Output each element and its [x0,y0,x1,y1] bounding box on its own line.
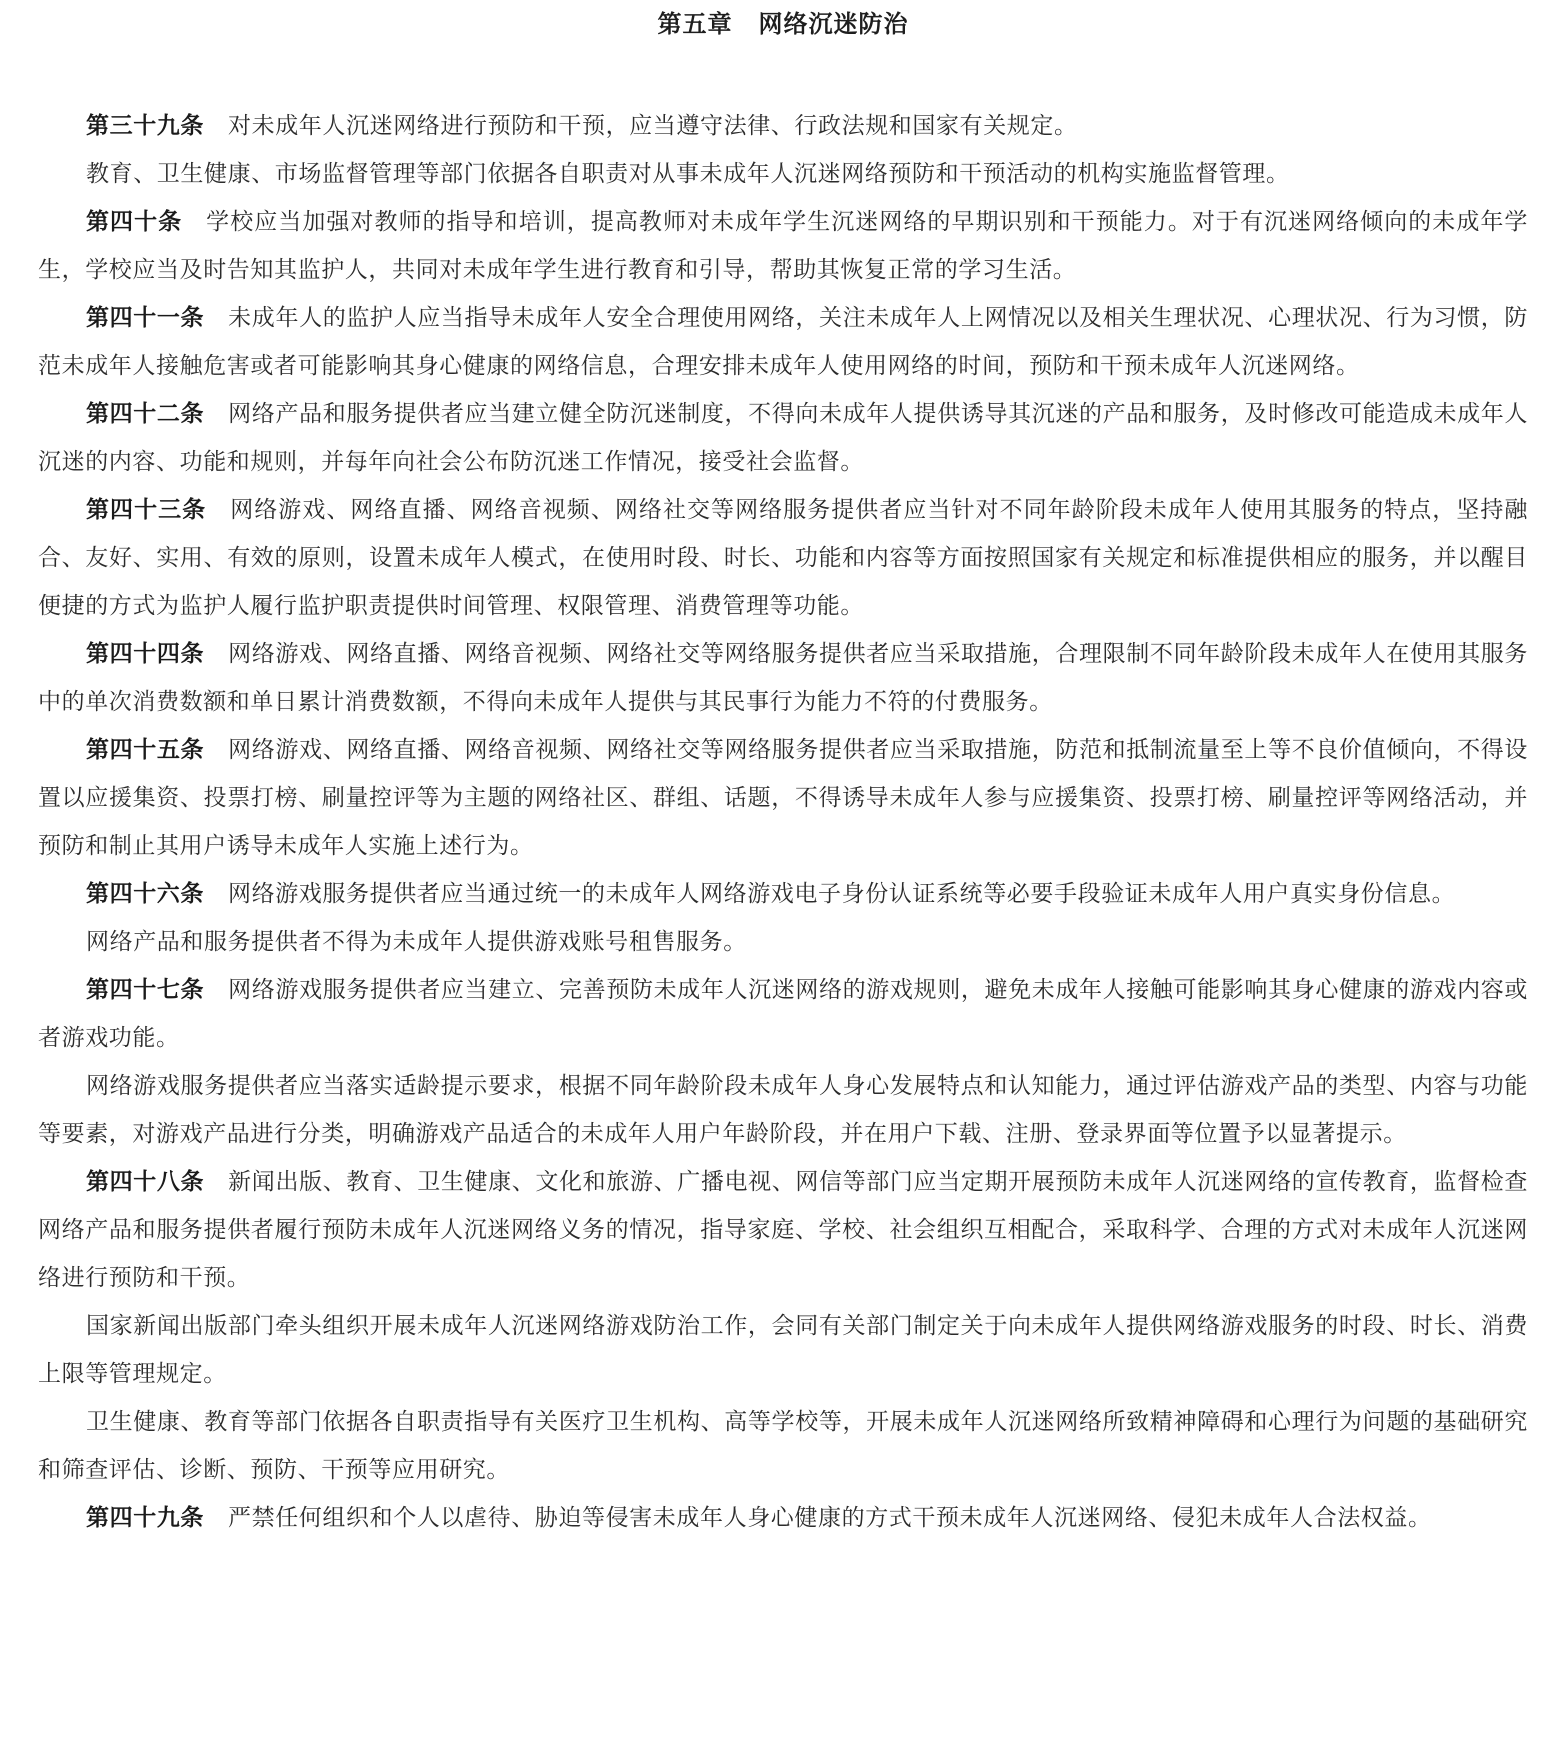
chapter-title [38,0,1528,54]
paragraph-text: 对未成年人沉迷网络进行预防和干预，应当遵守法律、行政法规和国家有关规定。 [228,113,1078,139]
document-page [38,0,1528,1740]
paragraph-text: 新闻出版、教育、卫生健康、文化和旅游、广播电视、网信等部门应当定期开展预防未成年人沉迷网络的宣传教育，监督检查网络产品和服务提供者履行预防未成年人沉迷网络义务的情况，指导家庭、学校、社会组织互相配合，采取科学、合理的方式对未成年人沉迷网络进行预防和干预。 [38,1169,1529,1291]
article-number: 第四十八条 [86,1168,205,1195]
article-number: 第四十六条 [86,880,204,907]
paragraph [38,966,1528,1062]
article-number: 第四十二条 [86,400,205,427]
paragraph [38,150,1528,198]
article-number: 第四十条 [86,208,183,235]
paragraph [38,486,1528,630]
paragraph [38,1062,1528,1158]
paragraph [38,294,1528,390]
article-number: 第四十三条 [86,496,207,523]
paragraph [38,1398,1528,1494]
paragraph [38,630,1528,726]
paragraph [38,1302,1528,1398]
paragraph-text: 教育、卫生健康、市场监督管理等部门依据各自职责对从事未成年人沉迷网络预防和干预活动的机构实施监督管理。 [86,161,1290,187]
paragraph [38,870,1528,918]
paragraph-text: 网络游戏、网络直播、网络音视频、网络社交等网络服务提供者应当针对不同年龄阶段未成年人使用其服务的特点，坚持融合、友好、实用、有效的原则，设置未成年人模式，在使用时段、时长、功能和内容等方面按照国家有关规定和标准提供相应的服务，并以醒目便捷的方式为监护人履行监护职责提供时间管理、权限管理、消费管理等功能。 [38,497,1529,619]
article-number: 第四十七条 [86,976,205,1003]
paragraph-text: 网络游戏服务提供者应当落实适龄提示要求，根据不同年龄阶段未成年人身心发展特点和认知能力，通过评估游戏产品的类型、内容与功能等要素，对游戏产品进行分类，明确游戏产品适合的未成年人用户年龄阶段，并在用户下载、注册、登录界面等位置予以显著提示。 [38,1073,1528,1147]
paragraph [38,390,1528,486]
paragraph [38,198,1528,294]
paragraph [38,1158,1528,1302]
paragraph-text: 学校应当加强对教师的指导和培训，提高教师对未成年学生沉迷网络的早期识别和干预能力。对于有沉迷网络倾向的未成年学生，学校应当及时告知其监护人，共同对未成年学生进行教育和引导，帮助其恢复正常的学习生活。 [38,209,1528,283]
chapter-body [38,102,1528,1542]
chapter-number: 第五章 [657,9,733,38]
article-number: 第四十五条 [86,736,205,763]
paragraph-text: 卫生健康、教育等部门依据各自职责指导有关医疗卫生机构、高等学校等，开展未成年人沉迷网络所致精神障碍和心理行为问题的基础研究和筛查评估、诊断、预防、干预等应用研究。 [38,1409,1528,1483]
paragraph-text: 网络游戏服务提供者应当建立、完善预防未成年人沉迷网络的游戏规则，避免未成年人接触可能影响其身心健康的游戏内容或者游戏功能。 [38,977,1529,1051]
article-number: 第三十九条 [86,112,204,139]
article-number: 第四十四条 [86,640,205,667]
paragraph [38,1494,1528,1542]
paragraph-text: 国家新闻出版部门牵头组织开展未成年人沉迷网络游戏防治工作，会同有关部门制定关于向未成年人提供网络游戏服务的时段、时长、消费上限等管理规定。 [38,1313,1528,1387]
paragraph [38,918,1528,966]
paragraph-text: 网络游戏服务提供者应当通过统一的未成年人网络游戏电子身份认证系统等必要手段验证未成年人用户真实身份信息。 [228,881,1456,907]
paragraph-text: 未成年人的监护人应当指导未成年人安全合理使用网络，关注未成年人上网情况以及相关生理状况、心理状况、行为习惯，防范未成年人接触危害或者可能影响其身心健康的网络信息，合理安排未成年人使用网络的时间，预防和干预未成年人沉迷网络。 [38,305,1529,379]
paragraph-text: 网络产品和服务提供者应当建立健全防沉迷制度，不得向未成年人提供诱导其沉迷的产品和服务，及时修改可能造成未成年人沉迷的内容、功能和规则，并每年向社会公布防沉迷工作情况，接受社会监督。 [38,401,1529,475]
paragraph [38,102,1528,150]
article-number: 第四十九条 [86,1504,204,1531]
paragraph-text: 网络游戏、网络直播、网络音视频、网络社交等网络服务提供者应当采取措施，防范和抵制流量至上等不良价值倾向，不得设置以应援集资、投票打榜、刷量控评等为主题的网络社区、群组、话题，不得诱导未成年人参与应援集资、投票打榜、刷量控评等网络活动，并预防和制止其用户诱导未成年人实施上述行为。 [38,737,1529,859]
chapter-name: 网络沉迷防治 [758,9,909,38]
paragraph-text: 网络游戏、网络直播、网络音视频、网络社交等网络服务提供者应当采取措施，合理限制不同年龄阶段未成年人在使用其服务中的单次消费数额和单日累计消费数额，不得向未成年人提供与其民事行为能力不符的付费服务。 [38,641,1529,715]
paragraph-text: 网络产品和服务提供者不得为未成年人提供游戏账号租售服务。 [86,929,747,955]
paragraph-text: 严禁任何组织和个人以虐待、胁迫等侵害未成年人身心健康的方式干预未成年人沉迷网络、侵犯未成年人合法权益。 [228,1505,1432,1531]
article-number: 第四十一条 [86,304,205,331]
paragraph [38,726,1528,870]
